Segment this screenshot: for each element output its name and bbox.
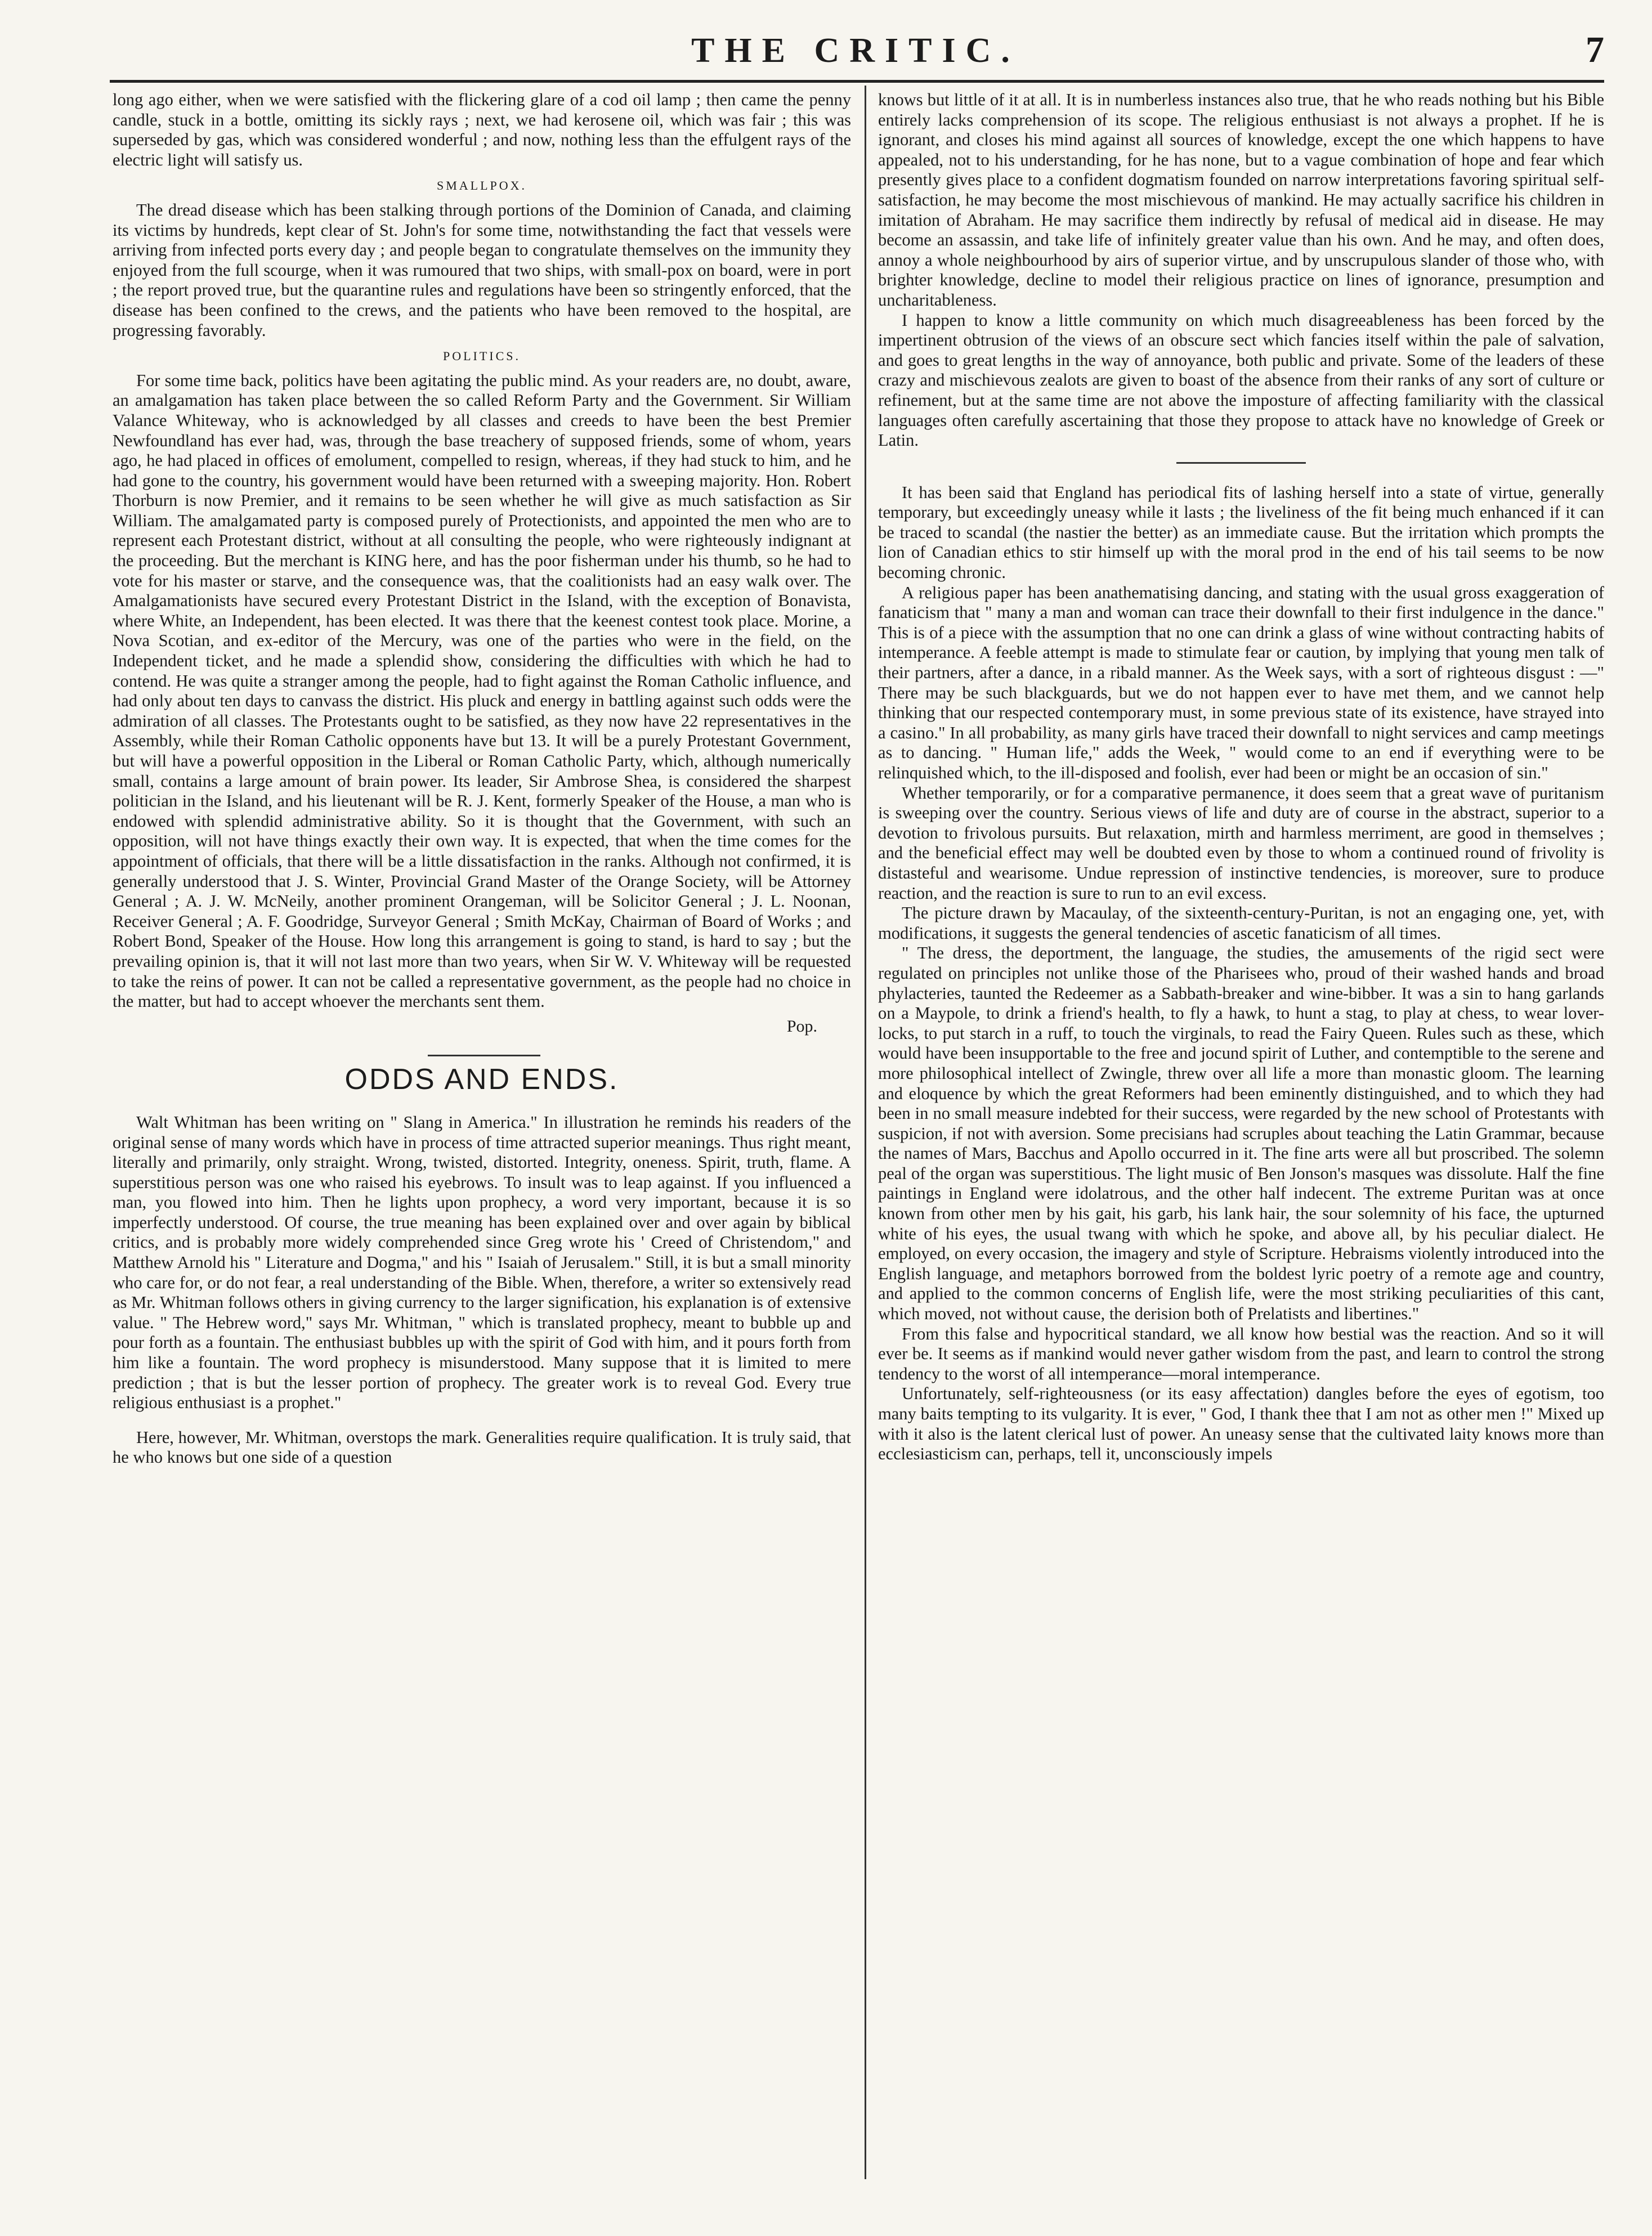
smallpox-paragraph: The dread disease which has been stalking through portions of the Dominion of Canada, and claiming its victims by hundreds, kept clear of St. John's for some time, notwithstanding the fact that vessels were arriving from infected ports every day ; and people began to congratulate themselves on the immunity they enjoyed from the full scourge, when it was rumoured that two ships, with small-pox on board, were in port ; the report proved true, but the quarantine rules and regulations have been so stringently enforced, that the disease has been confined to the crews, and the patients who have been removed to the hospital, are progressing favorably. bbox=[113, 200, 851, 340]
right-paragraph-1: knows but little of it at all. It is in numberless instances also true, that he who reads nothing but his Bible entirely lacks comprehension of its scope. The religious enthusiast is not always a prophet. If he is ignorant, and closes his mind against all sources of knowledge, except the one which happens to have appealed, not to his understanding, for he has none, but to a vague combination of hope and fear which presently gives place to a confident dogmatism founded on narrow interpretations favoring spiritual self-satisfaction, he may become the most mischievous of mankind. He may actually sacrifice his children in imitation of Abraham. He may sacrifice them indirectly by refusal of medical aid in disease. He may become an assassin, and take life of infinitely greater value than his own. And he may, and often does, annoy a whole neighbourhood by airs of superior virtue, and by unscrupulous slander of those who, with brighter knowledge, decline to model their religious practice on lines of ignorance, presumption and uncharitableness. bbox=[878, 90, 1604, 310]
section-divider bbox=[1176, 462, 1306, 464]
right-paragraph-6: The picture drawn by Macaulay, of the sixteenth-century-Puritan, is not an engaging one, yet, with modifications, it suggests the general tendencies of ascetic fanaticism of all times. bbox=[878, 903, 1604, 943]
header-rule bbox=[110, 80, 1604, 83]
column-divider bbox=[865, 86, 866, 2179]
right-paragraph-4: A religious paper has been anathematising dancing, and stating with the usual gross exaggeration of fanaticism that " many a man and woman can trace their downfall to their first indulgence in the dance." This is of a piece with the assumption that no one can drink a glass of wine without contracting habits of intemperance. A feeble attempt is made to stimulate fear or caution, by implying that young men talk of their partners, after a dance, in a ribald manner. As the Week says, with a sort of righteous disgust : —" There may be such blackguards, but we do not happen ever to have met them, and we cannot help thinking that our respected contemporary must, in some previous state of its existence, have strayed into a casino." In all probability, as many girls have traced their downfall to night services and camp meetings as to dancing. " Human life," adds the Week, " would come to an end if everything were to be relinquished which, to the ill-disposed and foolish, ever had been or might be an occasion of sin." bbox=[878, 582, 1604, 782]
odds-paragraph-2: Here, however, Mr. Whitman, overstops the mark. Generalities require qualification. It is truly said, that he who knows but one side of a question bbox=[113, 1427, 851, 1467]
right-column bbox=[878, 90, 1604, 2195]
page-number: 7 bbox=[1586, 29, 1604, 70]
right-paragraph-5: Whether temporarily, or for a comparative permanence, it does seem that a great wave of puritanism is sweeping over the country. Serious views of life and duty are of course in the abstract, superior to a devotion to frivolous pursuits. But relaxation, mirth and harmless merriment, are good in themselves ; and the beneficial effect may well be doubted even by those to whom a continued round of frivolity is distasteful and wearisome. Undue repression of instinctive tendencies, is moreover, sure to produce reaction, and the reaction is sure to run to an evil excess. bbox=[878, 783, 1604, 903]
section-ornament bbox=[113, 1048, 851, 1062]
politics-heading: POLITICS. bbox=[442, 349, 521, 364]
ornament-line bbox=[428, 1055, 540, 1056]
odds-paragraph-1: Walt Whitman has been writing on " Slang in America." In illustration he reminds his readers of the original sense of many words which have in process of time attracted superior meanings. Thus right meant, literally and primarily, only straight. Wrong, twisted, distorted. Integrity, oneness. Spirit, truth, flame. A superstitious person was one who raised his eyebrows. To insult was to leap against. If you influenced a man, you flowed into him. Then he lights upon prophecy, a word very important, because it is so imperfectly understood. Of course, the true meaning has been explained over and over again by biblical critics, and is probably more widely comprehended since Greg wrote his ' Creed of Christendom," and Matthew Arnold his " Literature and Dogma," and his " Isaiah of Jerusalem." Still, it is but a small minority who care for, or do not fear, a real understanding of the Bible. When, therefore, a writer so extensively read as Mr. Whitman follows others in giving currency to the larger signification, his explanation is of extensive value. " The Hebrew word," says Mr. Whitman, " which is translated prophecy, meant to bubble up and pour forth as a fountain. The enthusiast bubbles up with the spirit of God with him, and it pours forth from him like a fountain. The word prophecy is misunderstood. Many suppose that it is limited to mere prediction ; that is but the lesser portion of prophecy. The greater work is to reveal God. Every true religious enthusiast is a prophet." bbox=[113, 1112, 851, 1413]
right-paragraph-7: " The dress, the deportment, the language, the studies, the amusements of the rigid sect were regulated on principles not unlike those of the Pharisees who, proud of their washed hands and broad phylacteries, taunted the Redeemer as a Sabbath-breaker and wine-bibber. It was a sin to hang garlands on a Maypole, to drink a friend's health, to fly a hawk, to hunt a stag, to play at chess, to wear lover-locks, to put starch in a ruff, to touch the virginals, to read the Fairy Queen. Rules such as these, which would have been insupportable to the free and jocund spirit of Luther, and contemptible to the serene and more philosophical intellect of Zwingle, threw over all life a more than monastic gloom. The learning and eloquence by which the great Reformers had been eminently distinguished, and to which they had been in no small measure indebted for their success, were regarded by the new school of Protestants with suspicion, if not with aversion. Some precisians had scruples about teaching the Latin Grammar, because the names of Mars, Bacchus and Apollo occurred in it. The fine arts were all but proscribed. The solemn peal of the organ was superstitious. The light music of Ben Jonson's masques was dissolute. Half the fine paintings in England were idolatrous, and the other half indecent. The extreme Puritan was at once known from other men by his gait, his garb, his lank hair, the sour solemnity of his face, the upturned white of his eyes, the usual twang with which he spoke, and above all, by his peculiar dialect. He employed, on every occasion, the imagery and style of Scripture. Hebraisms violently introduced into the English language, and metaphors borrowed from the boldest lyric poetry of a remote age and country, and applied to the common concerns of English life, were the most striking peculiarities of this cant, which moved, not without cause, the derision both of Prelatists and libertines." bbox=[878, 943, 1604, 1324]
politics-paragraph: For some time back, politics have been agitating the public mind. As your readers are, no doubt, aware, an amalgamation has taken place between the so called Reform Party and the Government. Sir William Valance Whiteway, who is acknowledged by all classes and creeds to have been the best Premier Newfoundland has ever had, was, through the base treachery of supposed friends, some of whom, years ago, he had placed in offices of emolument, compelled to resign, whereas, if they had stuck to him, and he had gone to the country, his government would have been returned with a sweeping majority. Hon. Robert Thorburn is now Premier, and it remains to be seen whether he will give as much satisfaction as Sir William. The amalgamated party is composed purely of Protectionists, and appointed the men who are to represent each Protestant district, without at all consulting the people, who were righteously indignant at the proceeding. But the merchant is KING here, and has the poor fisherman under his thumb, so he had to vote for his master or starve, and the consequence was, that the coalitionists had an easy walk over. The Amalgamationists have secured every Protestant District in the Island, with the exception of Bonavista, where White, an Independent, has been elected. It was there that the keenest contest took place. Morine, a Nova Scotian, and ex-editor of the Mercury, was one of the parties who were in the field, on the Independent ticket, and he made a splendid show, considering the difficulties with which he had to contend. He was quite a stranger among the people, had to fight against the Roman Catholic influence, and had only about ten days to canvass the district. His pluck and energy in battling against such odds were the admiration of all classes. The Protestants ought to be satisfied, as they now have 22 representatives in the Assembly, while their Roman Catholic opponents have but 13. It will be a purely Protestant Government, but will have a powerful opposition in the Liberal or Roman Catholic Party, which, although numerically small, contains a large amount of brain power. Its leader, Sir Ambrose Shea, is considered the sharpest politician in the Island, and his lieutenant will be R. J. Kent, formerly Speaker of the House, a man who is endowed with splendid administrative ability. So it is thought that the Government, with such an opposition, will not have things exactly their own way. It is expected, that when the time comes for the appointment of officials, that there will be a little dissatisfaction in the ranks. Although not confirmed, it is generally understood that J. S. Winter, Provincial Grand Master of the Orange Society, will be Attorney General ; A. J. W. McNeily, another prominent Orangeman, will be Solicitor General ; J. L. Noonan, Receiver General ; A. F. Goodridge, Surveyor General ; Smith McKay, Chairman of Board of Works ; and Robert Bond, Speaker of the House. How long this arrangement is going to stand, is hard to say ; but the prevailing opinion is, that it will not last more than two years, when Sir W. V. Whiteway will be requested to take the reins of power. It can not be called a representative government, as the people had no choice in the matter, but had to accept whoever the merchants sent them. bbox=[113, 370, 851, 1011]
right-paragraph-3: It has been said that England has periodical fits of lashing herself into a state of virtue, generally temporary, but exceedingly uneasy while it lasts ; the liveliness of the fit being much enhanced if it can be traced to scandal (the nastier the better) as an immediate cause. But the irritation which prompts the lion of Canadian ethics to stir himself up with the moral prod in the end of his tail seems to be now becoming chronic. bbox=[878, 482, 1604, 582]
section-title: ODDS AND ENDS. bbox=[344, 1063, 619, 1096]
right-paragraph-9: Unfortunately, self-righteousness (or its easy affectation) dangles before the eyes of egotism, too many baits tempting to its vulgarity. It is ever, " God, I thank thee that I am not as other men !" Mixed up with it also is the latent clerical lust of power. An uneasy sense that the cultivated laity knows more than ecclesiasticism can, perhaps, tell it, unconsciously impels bbox=[878, 1384, 1604, 1464]
intro-paragraph: long ago either, when we were satisfied with the flickering glare of a cod oil lamp ; then came the penny candle, stuck in a bottle, omitting its sickly rays ; next, we had kerosene oil, which was fair ; this was superseded by gas, which was considered wonderful ; and now, nothing less than the effulgent rays of the electric light will satisfy us. bbox=[113, 90, 851, 169]
publication-title: THE CRITIC. bbox=[691, 32, 1020, 70]
masthead bbox=[107, 31, 1604, 73]
right-paragraph-8: From this false and hypocritical standard, we all know how bestial was the reaction. And so it will ever be. It seems as if mankind would never gather wisdom from the past, and learn to control the strong tendency to the worst of all intemperance—moral intemperance. bbox=[878, 1324, 1604, 1383]
paragraph-gap bbox=[113, 1413, 851, 1428]
right-paragraph-2: I happen to know a little community on which much disagreeableness has been forced by the impertinent obtrusion of the views of an obscure sect which fancies itself within the pale of salvation, and goes to great lengths in the way of annoyance, both public and private. Some of the leaders of these crazy and mischievous zealots are given to boast of the absence from their ranks of any sort of culture or refinement, but at the same time are not above the imposture of affecting familiarity with the classical languages often carefully ascertaining that those they propose to attack have no knowledge of Greek or Latin. bbox=[878, 310, 1604, 450]
left-column bbox=[113, 90, 851, 2195]
smallpox-heading: SMALLPOX. bbox=[436, 178, 527, 193]
signature: Pop. bbox=[786, 1016, 817, 1036]
